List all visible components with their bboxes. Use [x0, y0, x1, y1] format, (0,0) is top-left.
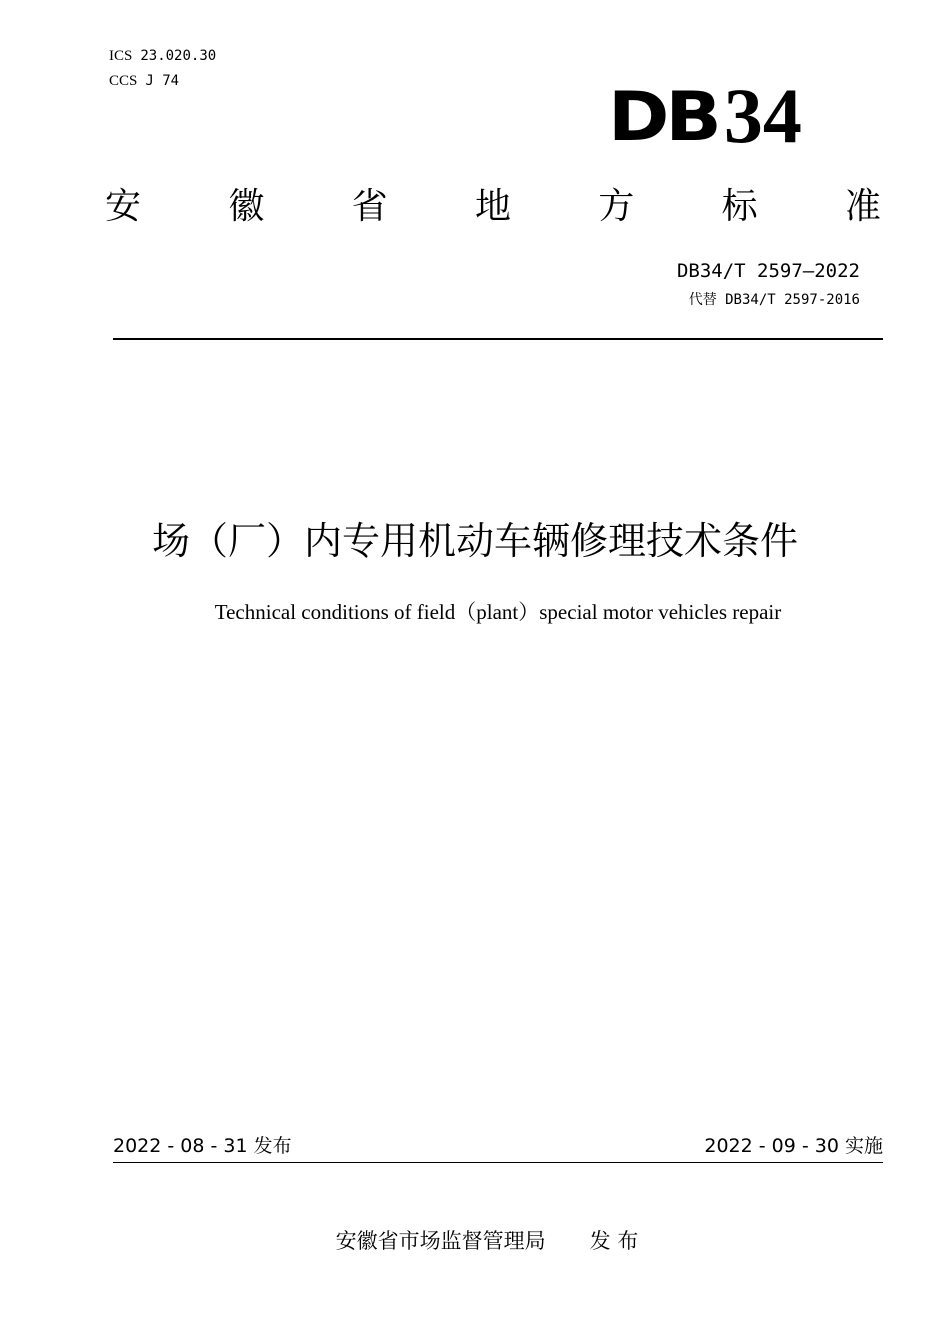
- standard-type-char: 安: [105, 186, 142, 227]
- document-title-english: Technical conditions of field（plant）special motor vehicles repair: [214, 600, 782, 624]
- standard-type-char: 徽: [228, 186, 265, 227]
- replaces-standard: 代替 DB34/T 2597-2016: [688, 292, 860, 308]
- issuer-name: 安徽省市场监督管理局: [335, 1229, 546, 1253]
- logo-letters: DB: [608, 77, 718, 157]
- standard-type-char: 省: [351, 186, 388, 227]
- ccs-classification: [109, 71, 179, 90]
- standard-type-char: 地: [474, 186, 511, 227]
- logo-number: 34: [723, 72, 802, 159]
- db34-logo: [608, 72, 802, 159]
- ics-label: ICS: [109, 48, 133, 64]
- ics-classification: [109, 46, 216, 65]
- standard-type-char: 方: [598, 186, 635, 227]
- standard-type-char: 标: [721, 186, 758, 227]
- bottom-divider: [113, 1162, 883, 1163]
- issue-date: 2022 - 08 - 31 发布: [113, 1135, 292, 1157]
- ccs-label: CCS: [109, 73, 138, 89]
- issuer-action: 发 布: [589, 1229, 639, 1253]
- document-title-chinese: 场（厂）内专用机动车辆修理技术条件: [151, 519, 798, 563]
- top-divider: [113, 338, 883, 340]
- standard-type-char: 准: [844, 186, 881, 227]
- issuing-authority: [0, 1227, 950, 1255]
- ccs-value: J 74: [145, 73, 180, 89]
- implementation-date: 2022 - 09 - 30 实施: [704, 1135, 883, 1157]
- ics-value: 23.020.30: [140, 48, 217, 64]
- standard-number: DB34/T 2597—2022: [676, 260, 860, 282]
- standard-type-heading: [105, 184, 881, 230]
